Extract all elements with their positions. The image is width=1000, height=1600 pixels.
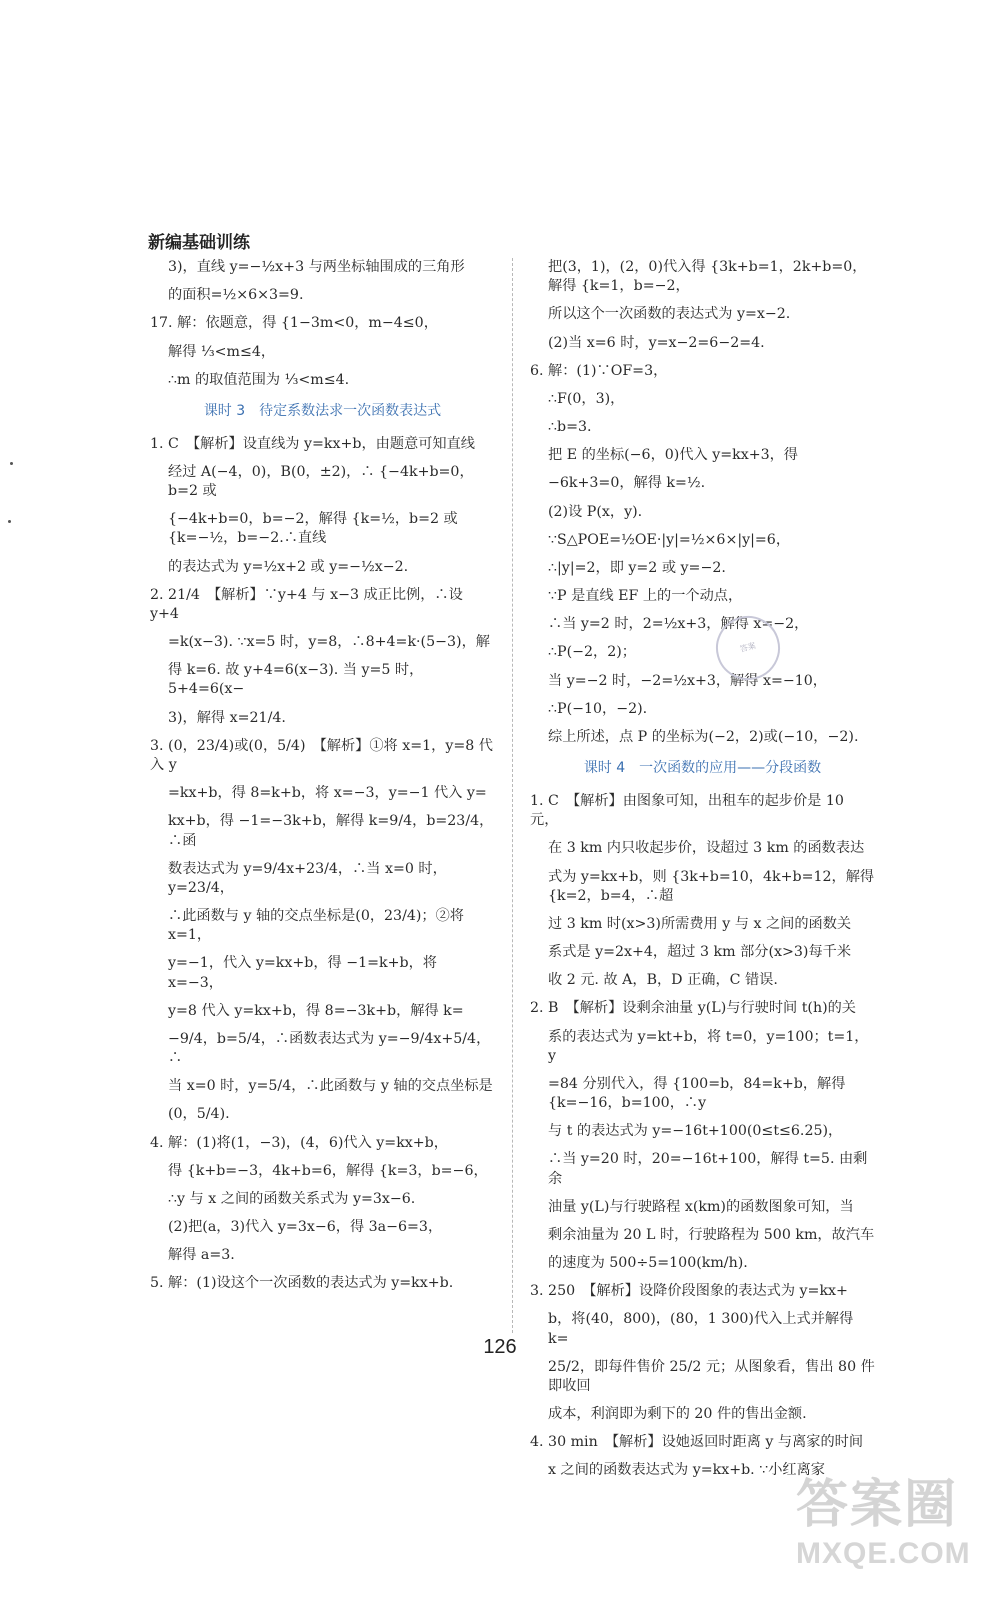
answer-line: (2)把(a，3)代入 y=3x−6，得 3a−6=3，: [168, 1219, 443, 1236]
answer-line: 在 3 km 内只收起步价，设超过 3 km 的函数表达: [548, 840, 865, 857]
answer-line: 解得 a=3.: [168, 1247, 235, 1264]
answer-line: ∴b=3.: [548, 419, 592, 436]
page-number: 126: [483, 1336, 517, 1358]
answer-line: ∴P(−2，2)；: [548, 644, 636, 661]
answer-line: y=−1，代入 y=kx+b，得 −1=k+b，将 x=−3，: [168, 955, 442, 991]
answer-line: −6k+3=0，解得 k=½.: [548, 475, 706, 492]
answer-line: 的表达式为 y=½x+2 或 y=−½x−2.: [168, 558, 409, 575]
answer-line: 17. 解：依题意，得 {1−3m<0，m−4≤0，: [150, 315, 438, 332]
answer-line: 所以这个一次函数的表达式为 y=x−2.: [548, 306, 791, 323]
answer-line: 把 E 的坐标(−6，0)代入 y=kx+3，得: [548, 447, 798, 464]
right-answer-column: [530, 258, 879, 1490]
answer-line: 6. 解：(1)∵OF=3，: [530, 362, 668, 379]
answer-line: 得 {k+b=−3，4k+b=6，解得 {k=3，b=−6，: [168, 1162, 488, 1179]
answer-line: 当 y=−2 时，−2=½x+3，解得 x=−10，: [548, 672, 827, 689]
answer-line: 油量 y(L)与行驶路程 x(km)的函数图象可知，当: [548, 1198, 854, 1215]
answer-line: 得 k=6. 故 y+4=6(x−3). 当 y=5 时，5+4=6(x−: [168, 662, 424, 698]
answer-line: {−4k+b=0，b=−2，解得 {k=½，b=2 或 {k=−½，b=−2.∴直线: [168, 511, 463, 547]
answer-line: 25/2，即每件售价 25/2 元；从图象看，售出 80 件即收回: [548, 1358, 875, 1394]
answer-line: ∵P 是直线 EF 上的一个动点，: [548, 588, 743, 605]
answer-line: (2)当 x=6 时，y=x−2=6−2=4.: [548, 334, 765, 351]
answer-line: 3)，解得 x=21/4.: [168, 709, 286, 726]
answer-line: =kx+b，得 8=k+b，将 x=−3，y=−1 代入 y=: [168, 785, 487, 802]
answer-line: (0，5/4).: [168, 1106, 230, 1123]
column-divider: [512, 258, 513, 1333]
answer-line: 数表达式为 y=9/4x+23/4，∴当 x=0 时，y=23/4，: [168, 860, 447, 896]
answer-line: 5. 解：(1)设这个一次函数的表达式为 y=kx+b.: [150, 1275, 454, 1292]
answer-line: 当 x=0 时，y=5/4，∴此函数与 y 轴的交点坐标是: [168, 1078, 493, 1095]
answer-line: 2. B 【解析】设剩余油量 y(L)与行驶时间 t(h)的关: [530, 1000, 856, 1017]
answer-line: x 之间的函数表达式为 y=kx+b. ∵小红离家: [548, 1462, 825, 1479]
answer-line: 1. C 【解析】设直线为 y=kx+b，由题意可知直线: [150, 435, 475, 452]
answer-line: ∴当 y=20 时，20=−16t+100，解得 t=5. 由剩余: [548, 1151, 868, 1187]
answer-line: ∴y 与 x 之间的函数关系式为 y=3x−6.: [168, 1190, 416, 1207]
site-watermark: [796, 1462, 986, 1572]
answer-line: ∵S△POE=½OE·|y|=½×6×|y|=6，: [548, 531, 791, 548]
answer-line: 的速度为 500÷5=100(km/h).: [548, 1255, 748, 1272]
answer-line: y=8 代入 y=kx+b，得 8=−3k+b，解得 k=: [168, 1002, 464, 1019]
margin-dot: [8, 520, 11, 523]
section-heading: 课时 3 待定系数法求一次函数表达式: [203, 402, 442, 419]
answer-line: 1. C 【解析】由图象可知，出租车的起步价是 10 元，: [530, 792, 849, 829]
answer-line: 系的表达式为 y=kt+b，将 t=0，y=100；t=1，y: [548, 1028, 869, 1064]
answer-line: ∴F(0，3)，: [548, 390, 625, 407]
answer-line: 经过 A(−4，0)，B(0，±2)，∴ {−4k+b=0，b=2 或: [168, 463, 474, 500]
answer-line: 解得 ⅓<m≤4，: [168, 343, 276, 360]
answer-line: ∴|y|=2，即 y=2 或 y=−2.: [548, 559, 726, 576]
answer-line: 与 t 的表达式为 y=−16t+100(0≤t≤6.25)，: [548, 1123, 843, 1140]
answer-line: =k(x−3). ∵x=5 时，y=8，∴8+4=k·(5−3)，解: [168, 634, 490, 651]
answer-line: 3)，直线 y=−½x+3 与两坐标轴围成的三角形: [168, 259, 465, 275]
answer-line: 过 3 km 时(x>3)所需费用 y 与 x 之间的函数关: [548, 915, 852, 932]
answer-line: 的面积=½×6×3=9.: [168, 287, 304, 304]
answer-line: 成本，利润即为剩下的 20 件的售出金额.: [548, 1406, 807, 1423]
margin-dot: [10, 462, 13, 465]
watermark-domain-text: MXQE.COM: [796, 1537, 971, 1570]
answer-line: ∴m 的取值范围为 ⅓<m≤4.: [168, 371, 350, 388]
answer-line: −9/4，b=5/4，∴函数表达式为 y=−9/4x+5/4，∴: [168, 1030, 491, 1067]
answer-line: 系式是 y=2x+4，超过 3 km 部分(x>3)每千米: [548, 944, 852, 961]
answer-line: (2)设 P(x，y).: [548, 503, 643, 520]
section-heading: 课时 4 一次函数的应用——分段函数: [583, 760, 822, 777]
stamp-seal-icon: 答案: [709, 609, 787, 687]
watermark-logo-text: 答案圈: [796, 1475, 959, 1535]
answer-line: ∴P(−10，−2).: [548, 700, 648, 717]
answer-line: 收 2 元. 故 A，B，D 正确，C 错误.: [548, 972, 778, 989]
answer-line: kx+b，得 −1=−3k+b，解得 k=9/4，b=23/4，∴函: [168, 813, 494, 849]
answer-line: 式为 y=kx+b，则 {3k+b=10，4k+b=12，解得 {k=2，b=4，∴超: [548, 868, 879, 904]
answer-line: 4. 解：(1)将(1，−3)，(4，6)代入 y=kx+b，: [150, 1134, 448, 1151]
book-series-header: 新编基础训练: [148, 233, 250, 253]
answer-line: 3. (0，23/4)或(0，5/4) 【解析】①将 x=1，y=8 代入 y: [150, 737, 493, 773]
answer-line: 4. 30 min 【解析】设她返回时距离 y 与离家的时间: [530, 1434, 864, 1451]
answer-line: 剩余油量为 20 L 时，行驶路程为 500 km，故汽车: [548, 1226, 875, 1243]
answer-line: 3. 250 【解析】设降价段图象的表达式为 y=kx+: [530, 1283, 848, 1300]
answer-line: ∴此函数与 y 轴的交点坐标是(0，23/4)；②将 x=1，: [168, 908, 469, 944]
answer-line: 把(3，1)，(2，0)代入得 {3k+b=1，2k+b=0，解得 {k=1，b=−2，: [548, 259, 867, 295]
answer-line: 综上所述，点 P 的坐标为(−2，2)或(−10，−2).: [548, 728, 859, 745]
answer-line: b，将(40，800)，(80，1 300)代入上式并解得 k=: [548, 1311, 858, 1347]
answer-line: 2. 21/4 【解析】∵y+4 与 x−3 成正比例，∴设 y+4: [150, 586, 468, 622]
answer-line: ∴当 y=2 时，2=½x+3，解得 x=−2，: [548, 616, 809, 633]
answer-line: =84 分别代入，得 {100=b，84=k+b，解得 {k=−16，b=100，∴y: [548, 1075, 850, 1112]
left-answer-column: [150, 258, 495, 1303]
